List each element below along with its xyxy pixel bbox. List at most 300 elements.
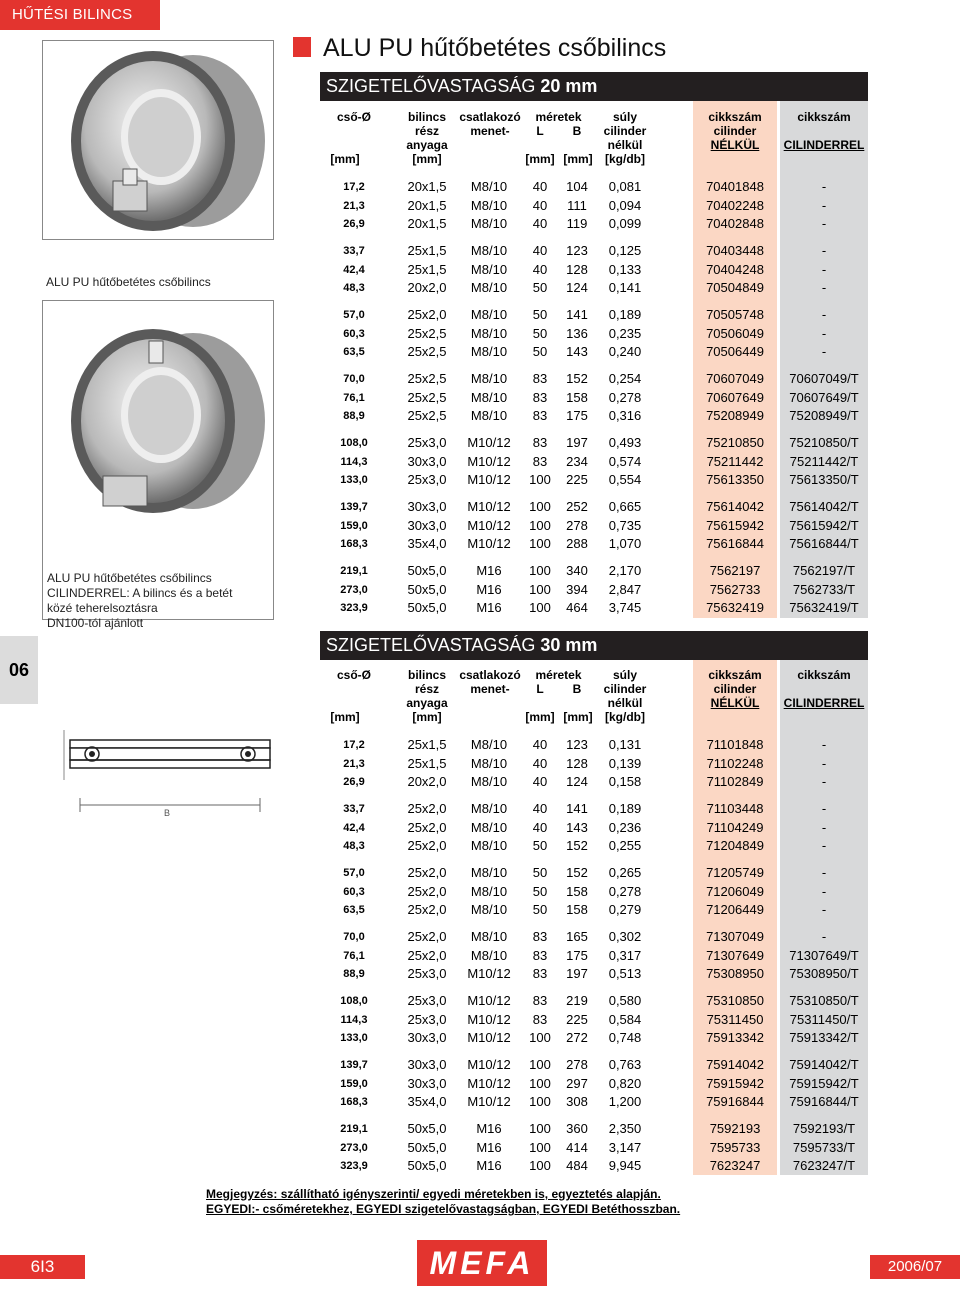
header2-bilincs-2: rész bbox=[414, 682, 440, 696]
header2-k2-2: CILINDERREL bbox=[783, 696, 865, 710]
cell-bb: 297 bbox=[566, 1075, 588, 1091]
cell-dn: 70,0 bbox=[343, 931, 365, 943]
header-csatlakozo-2: menet- bbox=[470, 124, 510, 138]
cell-k2: - bbox=[821, 344, 827, 359]
cell-k1: 75311450 bbox=[706, 1011, 764, 1027]
cell-l: 83 bbox=[532, 966, 548, 981]
cell-k1: 71102849 bbox=[706, 774, 764, 789]
cell-l: 50 bbox=[532, 865, 548, 880]
cell-suly: 0,279 bbox=[608, 902, 642, 917]
cell-k1: 7592193 bbox=[709, 1121, 761, 1136]
cell-cs: M8/10 bbox=[470, 755, 508, 771]
cell-bil: 30x3,0 bbox=[407, 1030, 447, 1045]
cell-cs: M10/12 bbox=[467, 1030, 511, 1045]
cell-dn: 63,5 bbox=[343, 904, 365, 916]
table-row bbox=[320, 1093, 868, 1111]
cell-bb: 252 bbox=[566, 499, 588, 514]
panel-2-line-3: közé teherelsoztásra bbox=[47, 601, 158, 615]
cell-dn: 139,7 bbox=[340, 501, 368, 513]
cell-k1: 75308950 bbox=[706, 966, 764, 981]
cell-bb: 278 bbox=[566, 1057, 588, 1072]
cell-dn: 114,3 bbox=[340, 1013, 368, 1026]
cell-bil: 25x3,0 bbox=[407, 993, 447, 1008]
table-row bbox=[320, 864, 868, 882]
cell-k1: 70403448 bbox=[706, 243, 764, 258]
cell-suly: 0,139 bbox=[608, 755, 642, 771]
table-header-20mm bbox=[320, 110, 868, 166]
cell-k2: 7623247/T bbox=[792, 1158, 856, 1173]
table-row bbox=[320, 215, 868, 233]
cell-cs: M8/10 bbox=[470, 883, 508, 899]
header-unit-mm-3: [mm] bbox=[525, 152, 555, 166]
cell-l: 50 bbox=[532, 902, 548, 917]
cell-bb: 143 bbox=[566, 344, 588, 359]
product-image-panel-1 bbox=[42, 40, 274, 240]
table-row bbox=[320, 736, 868, 754]
cell-k1: 75210850 bbox=[706, 435, 764, 450]
cell-k2: 75211442/T bbox=[789, 453, 859, 469]
cell-bil: 25x1,5 bbox=[407, 737, 447, 752]
table-row bbox=[320, 535, 868, 553]
cell-l: 40 bbox=[532, 243, 548, 258]
cell-bb: 197 bbox=[566, 966, 588, 981]
cell-bil: 50x5,0 bbox=[407, 563, 447, 578]
cell-l: 100 bbox=[529, 1075, 551, 1091]
cell-bil: 25x1,5 bbox=[407, 755, 447, 771]
cell-bb: 119 bbox=[566, 216, 588, 231]
cell-k2: 70607649/T bbox=[789, 389, 859, 405]
cell-cs: M10/12 bbox=[467, 472, 511, 487]
table-row bbox=[320, 370, 868, 388]
cell-l: 40 bbox=[532, 179, 548, 194]
cell-dn: 273,0 bbox=[340, 583, 368, 596]
cell-cs: M16 bbox=[476, 1121, 502, 1136]
cell-bb: 165 bbox=[566, 929, 588, 944]
cell-bb: 175 bbox=[566, 947, 588, 963]
cell-bb: 414 bbox=[566, 1139, 588, 1155]
cell-cs: M8/10 bbox=[470, 179, 508, 194]
cell-k1: 70401848 bbox=[706, 179, 764, 194]
cell-bb: 111 bbox=[567, 197, 587, 213]
header2-meretek: méretek bbox=[535, 668, 582, 682]
cell-suly: 1,200 bbox=[608, 1094, 642, 1109]
product-image-panel-2 bbox=[42, 300, 274, 630]
cell-bil: 20x1,5 bbox=[407, 179, 447, 194]
dimension-label-B: B bbox=[164, 808, 171, 818]
table-row bbox=[320, 407, 868, 425]
cell-k1: 70607049 bbox=[706, 371, 764, 386]
cell-suly: 0,665 bbox=[608, 499, 642, 514]
cell-cs: M16 bbox=[476, 581, 502, 597]
cell-l: 100 bbox=[529, 563, 551, 578]
cell-suly: 0,081 bbox=[608, 179, 642, 194]
cell-l: 100 bbox=[529, 1057, 551, 1072]
table-row bbox=[320, 992, 868, 1010]
cell-l: 40 bbox=[532, 819, 548, 835]
cell-bil: 25x2,0 bbox=[407, 902, 447, 917]
title-marker bbox=[293, 37, 311, 57]
header2-k1-3: NÉLKÜL bbox=[710, 696, 760, 710]
cell-cs: M10/12 bbox=[467, 1011, 511, 1027]
cell-k2: 75311450/T bbox=[789, 1011, 859, 1027]
cell-suly: 0,820 bbox=[608, 1075, 642, 1091]
section-header-20mm bbox=[320, 72, 868, 101]
cell-k1: 71104249 bbox=[706, 819, 764, 835]
cell-bil: 20x1,5 bbox=[407, 216, 447, 231]
header2-suly-3: nélkül bbox=[607, 696, 643, 710]
cell-bil: 25x2,5 bbox=[407, 344, 447, 359]
cell-k1: 71101848 bbox=[706, 737, 764, 752]
cell-cs: M8/10 bbox=[470, 801, 508, 816]
cell-l: 40 bbox=[532, 755, 548, 771]
cell-l: 83 bbox=[532, 435, 548, 450]
table-row bbox=[320, 581, 868, 599]
cell-dn: 76,1 bbox=[343, 391, 365, 404]
cell-bb: 152 bbox=[566, 371, 588, 386]
page-title: ALU PU hűtőbetétes csőbilincs bbox=[323, 34, 667, 62]
header-meretek: méretek bbox=[535, 110, 582, 124]
cell-bb: 143 bbox=[566, 819, 588, 835]
table-row bbox=[320, 178, 868, 196]
cell-k1: 7562197 bbox=[709, 563, 761, 578]
cell-bb: 123 bbox=[566, 737, 588, 752]
cell-k1: 7595733 bbox=[709, 1139, 761, 1155]
cell-cs: M8/10 bbox=[470, 737, 508, 752]
cell-suly: 0,513 bbox=[608, 966, 642, 981]
cell-bil: 50x5,0 bbox=[407, 600, 447, 615]
header2-csatlakozo-2: menet- bbox=[470, 682, 510, 696]
header-k1-2: cilinder bbox=[713, 124, 757, 138]
table-row bbox=[320, 819, 868, 837]
cell-bil: 20x1,5 bbox=[407, 197, 447, 213]
cell-k1: 75632419 bbox=[706, 600, 764, 615]
header-k2-2: CILINDERREL bbox=[783, 138, 865, 152]
cell-cs: M8/10 bbox=[470, 947, 508, 963]
table-row bbox=[320, 800, 868, 818]
cell-bil: 25x2,0 bbox=[407, 801, 447, 816]
cell-cs: M8/10 bbox=[470, 344, 508, 359]
cell-dn: 48,3 bbox=[343, 840, 365, 852]
cell-k2: 75916844/T bbox=[789, 1094, 859, 1109]
cell-bb: 225 bbox=[566, 1011, 588, 1027]
table-row bbox=[320, 471, 868, 489]
cell-k2: 75308950/T bbox=[789, 966, 859, 981]
cell-l: 100 bbox=[529, 1030, 551, 1045]
cell-dn: 159,0 bbox=[340, 1077, 368, 1090]
header2-L: L bbox=[536, 682, 544, 696]
cell-dn: 273,0 bbox=[340, 1141, 368, 1154]
cell-bb: 124 bbox=[566, 774, 588, 789]
section-label-2: SZIGETELŐVASTAGSÁG bbox=[326, 635, 541, 655]
cell-k2: 70607049/T bbox=[789, 371, 859, 386]
cell-cs: M8/10 bbox=[470, 929, 508, 944]
cell-bil: 25x2,5 bbox=[407, 389, 447, 405]
cell-dn: 323,9 bbox=[340, 1160, 368, 1172]
cell-k1: 75616844 bbox=[706, 536, 764, 551]
table-row bbox=[320, 1056, 868, 1074]
cell-k2: - bbox=[821, 838, 827, 853]
cell-suly: 0,099 bbox=[608, 216, 642, 231]
cell-dn: 42,4 bbox=[343, 263, 365, 276]
cell-bb: 123 bbox=[566, 243, 588, 258]
cell-k2: 75310850/T bbox=[789, 993, 859, 1008]
cell-bil: 25x2,5 bbox=[407, 408, 447, 423]
table-row bbox=[320, 562, 868, 580]
cell-cs: M10/12 bbox=[467, 517, 511, 533]
cell-l: 83 bbox=[532, 389, 548, 405]
cell-bil: 25x3,0 bbox=[407, 1011, 447, 1027]
cell-k2: 75632419/T bbox=[789, 600, 859, 615]
cell-l: 100 bbox=[529, 499, 551, 514]
cell-k2: - bbox=[821, 325, 827, 341]
cell-cs: M10/12 bbox=[467, 966, 511, 981]
cell-dn: 70,0 bbox=[343, 373, 365, 385]
cell-l: 100 bbox=[529, 517, 551, 533]
header-bilincs-3: anyaga bbox=[406, 138, 448, 152]
table-row bbox=[320, 197, 868, 215]
cell-cs: M8/10 bbox=[470, 408, 508, 423]
table-row bbox=[320, 242, 868, 260]
cell-suly: 0,236 bbox=[608, 819, 642, 835]
cell-k1: 70402248 bbox=[706, 197, 764, 213]
cell-suly: 0,574 bbox=[608, 453, 642, 469]
header-csatlakozo: csatlakozó bbox=[459, 110, 521, 124]
cell-suly: 0,493 bbox=[608, 435, 642, 450]
cell-l: 40 bbox=[532, 774, 548, 789]
header-unit-kgdb: [kg/db] bbox=[605, 152, 645, 166]
brand-logo: MEFA bbox=[417, 1240, 547, 1286]
cell-l: 50 bbox=[532, 307, 548, 322]
chapter-tab: 06 bbox=[0, 636, 38, 704]
cell-cs: M16 bbox=[476, 1158, 502, 1173]
cell-k2: - bbox=[821, 280, 827, 295]
header2-suly: súly bbox=[612, 668, 637, 682]
page-number: 6I3 bbox=[0, 1255, 85, 1279]
cell-l: 50 bbox=[532, 280, 548, 295]
cell-dn: 57,0 bbox=[343, 309, 365, 321]
cell-k2: - bbox=[821, 755, 827, 771]
cell-k1: 71102248 bbox=[706, 755, 764, 771]
panel-1-caption: ALU PU hűtőbetétes csőbilincs bbox=[46, 275, 211, 289]
cell-bil: 50x5,0 bbox=[407, 1139, 447, 1155]
cell-k2: 75913342/T bbox=[789, 1030, 859, 1045]
cell-bil: 25x2,0 bbox=[407, 883, 447, 899]
cell-bil: 50x5,0 bbox=[407, 1158, 447, 1173]
header-suly: súly bbox=[612, 110, 637, 124]
cell-suly: 0,554 bbox=[608, 472, 642, 487]
table-body-30mm bbox=[320, 736, 868, 1176]
header-k2: cikkszám bbox=[797, 110, 851, 124]
cell-k1: 75211442 bbox=[706, 453, 764, 469]
cell-l: 100 bbox=[529, 536, 551, 551]
cell-k1: 7623247 bbox=[709, 1158, 761, 1173]
cell-l: 83 bbox=[532, 947, 548, 963]
cell-cs: M8/10 bbox=[470, 197, 508, 213]
cell-k2: 7592193/T bbox=[792, 1121, 856, 1136]
cell-k2: 7562197/T bbox=[792, 563, 856, 578]
cell-k1: 70607649 bbox=[706, 389, 764, 405]
panel-2-line-2: CILINDERREL: A bilincs és a betét bbox=[47, 586, 233, 600]
cell-bb: 141 bbox=[566, 307, 588, 322]
cell-bil: 25x2,5 bbox=[407, 371, 447, 386]
cell-suly: 2,170 bbox=[608, 563, 642, 578]
cell-cs: M8/10 bbox=[470, 280, 508, 295]
cell-suly: 3,745 bbox=[608, 600, 642, 615]
cell-dn: 133,0 bbox=[340, 1032, 368, 1044]
header-k1-3: NÉLKÜL bbox=[710, 138, 760, 152]
cell-suly: 2,847 bbox=[608, 581, 642, 597]
cell-k2: - bbox=[821, 216, 827, 231]
header2-suly-2: cilinder bbox=[603, 682, 647, 696]
header-bilincs: bilincs bbox=[407, 110, 446, 124]
table-row bbox=[320, 1157, 868, 1175]
table-row bbox=[320, 389, 868, 407]
cell-l: 83 bbox=[532, 1011, 548, 1027]
table-row bbox=[320, 325, 868, 343]
table-row bbox=[320, 901, 868, 919]
cell-k2: 75210850/T bbox=[789, 435, 859, 450]
cell-suly: 0,735 bbox=[608, 517, 642, 533]
cell-k2: 71307649/T bbox=[789, 947, 859, 963]
edition-date: 2006/07 bbox=[870, 1255, 960, 1279]
cell-k2: - bbox=[821, 307, 827, 322]
cell-l: 100 bbox=[529, 1158, 551, 1173]
cell-cs: M8/10 bbox=[470, 838, 508, 853]
cell-dn: 42,4 bbox=[343, 821, 365, 834]
cell-cs: M10/12 bbox=[467, 1057, 511, 1072]
table-row bbox=[320, 517, 868, 535]
table-row bbox=[320, 599, 868, 617]
cell-dn: 33,7 bbox=[343, 803, 365, 815]
cell-bil: 25x3,0 bbox=[407, 472, 447, 487]
cell-bil: 20x2,0 bbox=[407, 774, 447, 789]
cell-k1: 75208949 bbox=[706, 408, 764, 423]
cell-bb: 360 bbox=[566, 1121, 588, 1136]
cell-bil: 50x5,0 bbox=[407, 581, 447, 597]
cell-k2: 7595733/T bbox=[792, 1139, 856, 1155]
table-row bbox=[320, 261, 868, 279]
header-L: L bbox=[536, 124, 544, 138]
header2-unit-mm: [mm] bbox=[330, 710, 360, 724]
cell-bil: 25x3,0 bbox=[407, 435, 447, 450]
cell-bb: 128 bbox=[566, 261, 588, 277]
cell-dn: 17,2 bbox=[343, 739, 365, 751]
cell-k1: 75913342 bbox=[706, 1030, 764, 1045]
cell-k1: 70506449 bbox=[706, 344, 764, 359]
cell-l: 50 bbox=[532, 344, 548, 359]
cell-bb: 234 bbox=[566, 453, 588, 469]
cell-bb: 158 bbox=[566, 902, 588, 917]
section-thickness-2: 30 mm bbox=[540, 635, 598, 655]
cell-suly: 0,141 bbox=[608, 280, 642, 295]
table-row bbox=[320, 1011, 868, 1029]
cell-cs: M10/12 bbox=[467, 435, 511, 450]
cell-dn: 21,3 bbox=[343, 199, 365, 212]
cell-cs: M8/10 bbox=[470, 865, 508, 880]
cell-bil: 25x2,0 bbox=[407, 865, 447, 880]
cell-suly: 0,235 bbox=[608, 325, 642, 341]
cell-bil: 25x1,5 bbox=[407, 243, 447, 258]
cell-suly: 0,584 bbox=[608, 1011, 642, 1027]
cell-suly: 0,317 bbox=[608, 947, 642, 963]
note-line-1: Megjegyzés: szállítható igényszerinti/ egyedi méretekben is, egyeztetés alapján. bbox=[206, 1187, 661, 1201]
cell-bb: 158 bbox=[566, 883, 588, 899]
cell-k2: - bbox=[821, 865, 827, 880]
cell-l: 100 bbox=[529, 472, 551, 487]
table-row bbox=[320, 498, 868, 516]
cell-bil: 30x3,0 bbox=[407, 517, 447, 533]
cell-k1: 71206049 bbox=[706, 883, 764, 899]
cell-suly: 0,189 bbox=[608, 801, 642, 816]
cell-k1: 70404248 bbox=[706, 261, 764, 277]
cell-k2: 75915942/T bbox=[789, 1075, 859, 1091]
cell-l: 100 bbox=[529, 1094, 551, 1109]
cell-suly: 3,147 bbox=[608, 1139, 642, 1155]
cell-l: 83 bbox=[532, 929, 548, 944]
cell-l: 83 bbox=[532, 408, 548, 423]
cell-k1: 75916844 bbox=[706, 1094, 764, 1109]
cell-dn: 57,0 bbox=[343, 867, 365, 879]
cell-k1: 75914042 bbox=[706, 1057, 764, 1072]
cell-suly: 0,255 bbox=[608, 838, 642, 853]
cell-bb: 158 bbox=[566, 389, 588, 405]
cell-suly: 0,254 bbox=[608, 371, 642, 386]
cell-l: 100 bbox=[529, 1121, 551, 1136]
header2-csatlakozo: csatlakozó bbox=[459, 668, 521, 682]
table-row bbox=[320, 1120, 868, 1138]
cell-l: 50 bbox=[532, 838, 548, 853]
cell-dn: 168,3 bbox=[340, 1096, 368, 1108]
cell-suly: 0,580 bbox=[608, 993, 642, 1008]
cell-dn: 48,3 bbox=[343, 282, 365, 294]
cell-k1: 71307049 bbox=[706, 929, 764, 944]
clamp-image-1 bbox=[43, 41, 273, 239]
header-unit-mm-2: [mm] bbox=[412, 152, 442, 166]
cell-k1: 71103448 bbox=[706, 801, 764, 816]
cell-l: 83 bbox=[532, 993, 548, 1008]
table-header-30mm bbox=[320, 668, 868, 724]
cell-bil: 25x2,0 bbox=[407, 947, 447, 963]
cell-cs: M8/10 bbox=[470, 389, 508, 405]
cell-dn: 219,1 bbox=[340, 565, 368, 577]
cell-l: 40 bbox=[532, 737, 548, 752]
cell-suly: 9,945 bbox=[608, 1158, 642, 1173]
cell-cs: M16 bbox=[476, 563, 502, 578]
cell-suly: 0,265 bbox=[608, 865, 642, 880]
cell-k2: 75613350/T bbox=[789, 472, 859, 487]
cell-cs: M16 bbox=[476, 600, 502, 615]
header-unit-mm: [mm] bbox=[330, 152, 360, 166]
section-label: SZIGETELŐVASTAGSÁG bbox=[326, 76, 541, 96]
table-row bbox=[320, 434, 868, 452]
cell-cs: M10/12 bbox=[467, 453, 511, 469]
cell-dn: 168,3 bbox=[340, 538, 368, 550]
cell-bb: 308 bbox=[566, 1094, 588, 1109]
technical-drawing bbox=[60, 710, 280, 830]
header2-k1-2: cilinder bbox=[713, 682, 757, 696]
cell-k2: - bbox=[821, 883, 827, 899]
cell-k2: 7562733/T bbox=[792, 581, 856, 597]
table-row bbox=[320, 928, 868, 946]
table-row bbox=[320, 965, 868, 983]
cell-k2: - bbox=[821, 774, 827, 789]
cell-k1: 7562733 bbox=[709, 581, 761, 597]
cell-k2: 75616844/T bbox=[789, 536, 859, 551]
cell-bb: 152 bbox=[566, 838, 588, 853]
panel-2-line-1: ALU PU hűtőbetétes csőbilincs bbox=[47, 571, 212, 585]
cell-cs: M8/10 bbox=[470, 307, 508, 322]
cell-bil: 35x4,0 bbox=[407, 1094, 447, 1109]
